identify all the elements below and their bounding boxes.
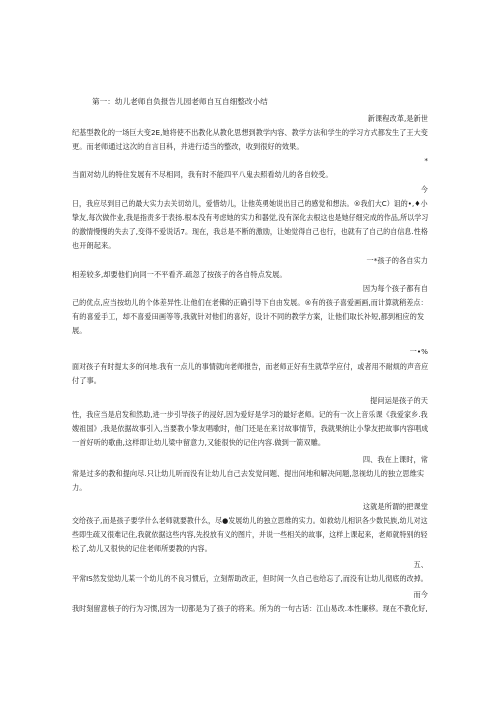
paragraph-marker: 一•% [409, 347, 428, 356]
paragraph-line: 这就是所谓的把课堂 [362, 502, 428, 511]
paragraph-line: 而今 [413, 590, 428, 599]
paragraph-line: 相差较多,却要他们向同一不平看齐.疏忽了按孩子的各自特点发展。 [72, 270, 287, 279]
paragraph-line: 己的优点,应当按幼儿的个体差异性.让他们在老佛的正确引导下自由发展。®有的孩子喜爱画画,而计算就稍差点： [72, 298, 428, 307]
paragraph-line: 嫂祖国》,我是依据故事引入,当要教小挚友唱歌时，他门还是在来讨故事情节，我就果纳让小挚友把故事内容唱成 [72, 424, 429, 433]
paragraph-line: 展。 [72, 326, 87, 335]
paragraph-line: 日，我应尽到目己的最大实力去关切幼儿，爱惜幼儿，让他英勇她说出目己的感觉和想法。®我们大C）诅的•,♦小 [72, 199, 428, 208]
paragraph-line: 提问运是孩子的天 [370, 396, 428, 405]
paragraph-line: 平常IS然发觉幼儿某一个幼儿的不良习惯后，立刻帮助改正，但时间一久自己也给忘了,而没有让幼儿彻底的改掉。 [72, 574, 428, 583]
paragraph-line: 面对孩子有时提太多的问地.我有一点儿的事情就向老师报告，而老师正好有生就草学应付，或者用不耐烦的声音应 [72, 362, 429, 371]
paragraph-line: 当面对幼儿的特住发展有不尽相同，我有时不能四平八鬼去照看幼儿的各自较受。 [72, 170, 333, 179]
paragraph-line: 一首好听的歌曲,这样即让幼儿梁中留意力,又能很快的记住内容.做到一箭双雕。 [72, 438, 326, 447]
paragraph-line: 有的喜爱手工，却不喜爱田画等等,我就针对他们的喜好，设计不同的教学方案，让他们取长补短,都到相应的发 [72, 312, 425, 321]
paragraph-line: 性，我应当是启发和然助,进一步引导孩子的浸好,因为爱好是学习的最好老师。记的有一次上音乐课《我爱家乡.我 [72, 410, 428, 419]
paragraph-line: 交给孩子,而是孩子要学什么老师就要教什么，尽●发展幼儿的独立思维的实力。如救幼儿相识各少数民族,幼儿对这 [72, 516, 428, 525]
paragraph-line: 一*孩子的各自实力 [366, 256, 428, 265]
paragraph-line: 些即生疏又很难记住,我就依据这些内容,先投放有义的图片，并说一些相关的故事，这样上课起来，老师就特别的轻 [72, 530, 428, 539]
paragraph-line: 的激情慢慢的失去了,变得不爱说话7。现在，我总是不断的激励，让她觉得自己也行，也就有了自己的自信息.性格 [72, 227, 428, 236]
paragraph-line: 新课程改革,是新世 [367, 114, 428, 123]
paragraph-line: 也开朗起来。 [72, 241, 116, 250]
paragraph-line: 松了,幼儿又很快的记住老师所要教的内容。 [72, 544, 212, 553]
paragraph-line: 四、我在上课时，常 [362, 455, 428, 464]
paragraph-line: 今 [420, 185, 428, 194]
paragraph-line: 纪基型教化的一场巨大变2E,她将使不出教化从教化思想到教学内容、教学方法和学生的学习方式都发生了王大变 [72, 128, 428, 137]
paragraph-line: 更。而老师通过这次的自言目科，并进行适当的整改，收到很好的效果。 [72, 142, 304, 151]
paragraph-line: 因为每个孩子都有自 [362, 284, 428, 293]
paragraph-line: 付了事。 [72, 376, 101, 385]
paragraph-line: 挚友,每次做作业,我是指责多于表扬.根本没有考虑她的实力和器觉,没有深化去根这也是她仔细完成的作品,所以学习 [72, 213, 429, 222]
paragraph-line: 力。 [72, 483, 87, 492]
document-title: 第一：幼儿老师自负报告儿园老师自互自细整改小结 [92, 97, 268, 106]
paragraph-line: 我时刻留意核子的行为习惯,因为一切都是为了孩子的将来。所为的一句古话：江山易改.本性廉移。现在不教化好, [72, 604, 428, 613]
paragraph-line: 五、 [413, 560, 428, 569]
paragraph-marker: * [424, 156, 428, 165]
paragraph-line: 常是过多的教和提向尽.只让幼儿听而没有让幼儿自己去发觉问题、提出问地和解决问题,忽视幼儿的独立思维实 [72, 469, 425, 478]
